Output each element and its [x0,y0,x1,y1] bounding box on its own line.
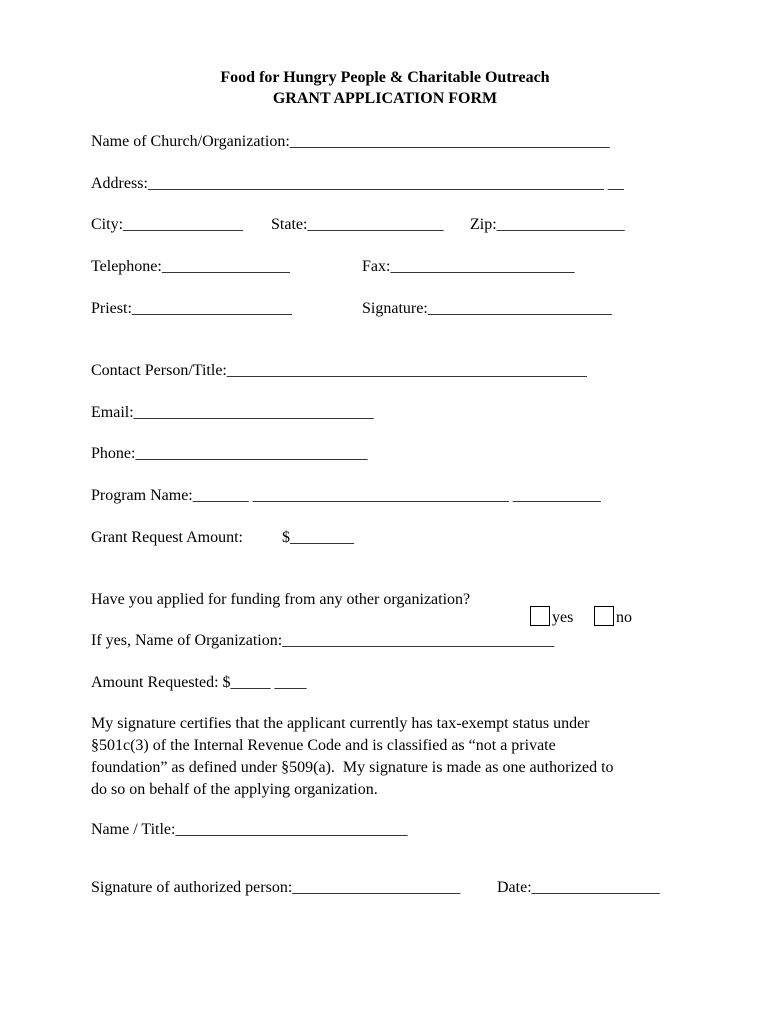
funding-question: Have you applied for funding from any other organization? [91,591,471,608]
priest-field[interactable]: Priest:____________________ [91,300,292,317]
telephone-field[interactable]: Telephone:________________ [91,258,290,275]
other-organization-name-field[interactable]: If yes, Name of Organization:__________________________________ [91,632,555,649]
city-field[interactable]: City:_______________ [91,216,244,233]
date-field[interactable]: Date:________________ [497,879,660,896]
certification-line: §501c(3) of the Internal Revenue Code and is classified as “not a private [91,737,556,754]
no-label: no [616,609,632,626]
amount-requested-field[interactable]: Amount Requested: $_____ ____ [91,674,307,691]
form-subtitle: GRANT APPLICATION FORM [272,90,498,107]
authorized-signature-field[interactable]: Signature of authorized person:_____________________ [91,879,461,896]
certification-line: My signature certifies that the applicant currently has tax-exempt status under [91,715,590,732]
certification-paragraph [91,713,691,801]
program-name-field[interactable]: Program Name:_______ ________________________________ ___________ [91,487,601,504]
state-field[interactable]: State:_________________ [271,216,444,233]
signature-field[interactable]: Signature:_______________________ [362,300,612,317]
contact-person-field[interactable]: Contact Person/Title:_____________________________________________ [91,362,587,379]
no-checkbox[interactable] [594,606,614,626]
no-option[interactable] [586,586,632,628]
grant-request-amount-field[interactable]: $________ [282,529,354,546]
yes-option[interactable] [522,586,573,628]
yes-checkbox[interactable] [530,606,550,626]
certification-line: do so on behalf of the applying organization. [91,781,378,798]
name-title-field[interactable]: Name / Title:_____________________________ [91,821,408,838]
yes-label: yes [552,609,574,626]
name-organization-field[interactable]: Name of Church/Organization:________________________________________ [91,133,610,150]
phone-field[interactable]: Phone:_____________________________ [91,445,368,462]
fax-field[interactable]: Fax:_______________________ [362,258,575,275]
form-title: Food for Hungry People & Charitable Outreach [220,69,550,86]
email-field[interactable]: Email:______________________________ [91,404,374,421]
zip-field[interactable]: Zip:________________ [470,216,625,233]
certification-line: foundation” as defined under §509(a). My signature is made as one authorized to [91,759,614,776]
address-field[interactable]: Address:_________________________________________________________ __ [91,175,624,192]
grant-request-label: Grant Request Amount: [91,529,243,546]
